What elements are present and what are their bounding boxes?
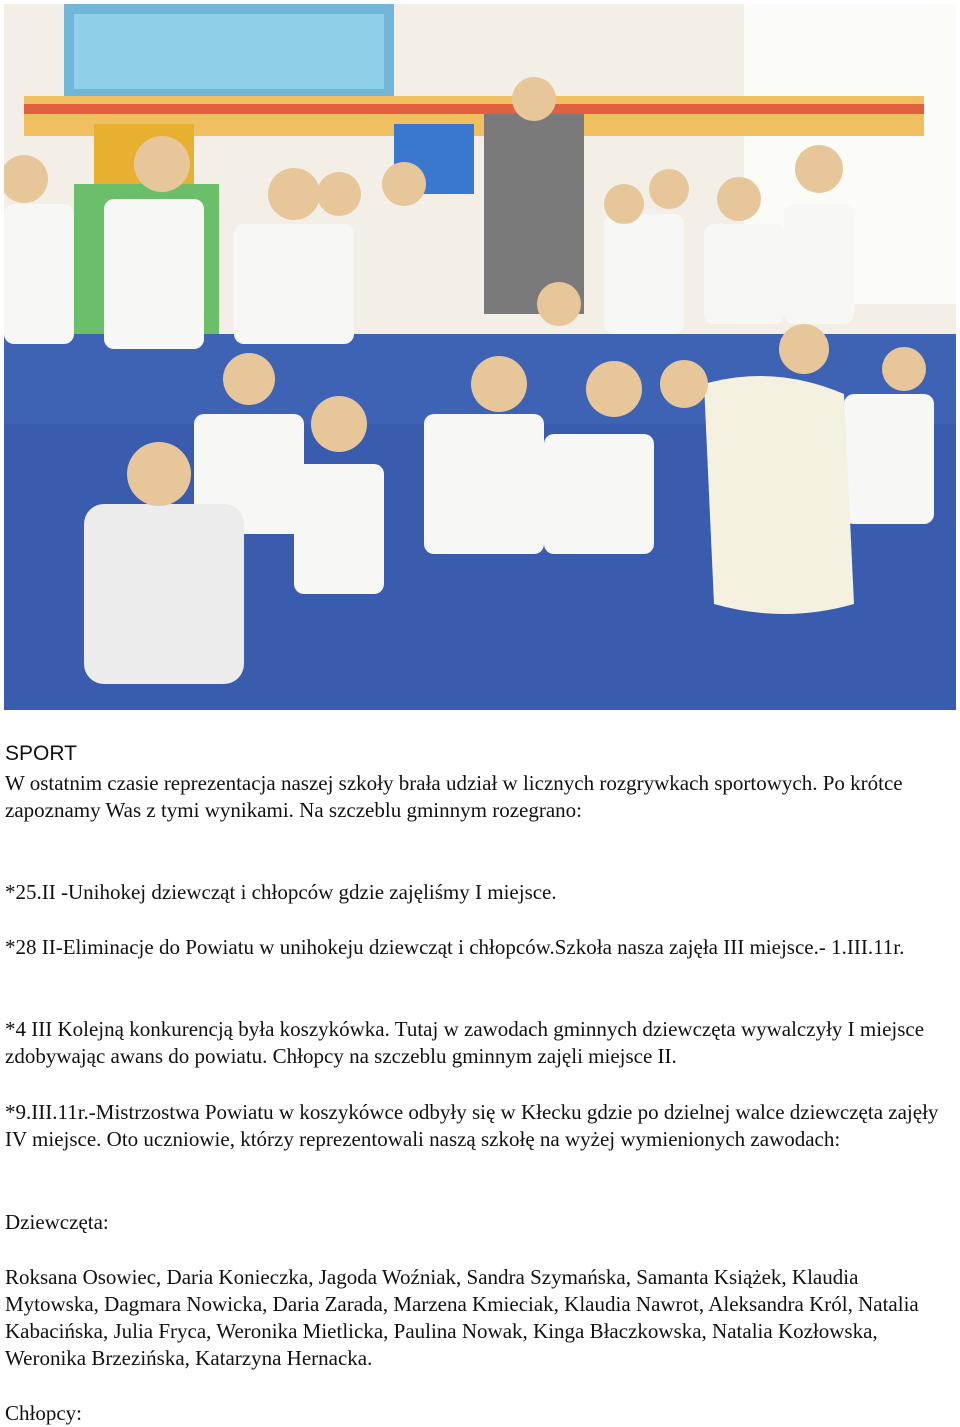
photo-icon bbox=[4, 4, 956, 710]
section-heading: SPORT bbox=[5, 742, 77, 765]
result-item-eliminacje: *28 II-Eliminacje do Powiatu w unihokeju dziewcząt i chłopców.Szkoła nasza zajęła III miejsce.- 1.III.11r. bbox=[5, 935, 905, 959]
result-item-mistrzostwa: *9.III.11r.-Mistrzostwa Powiatu w koszykówce odbyły się w Kłecku gdzie po dzielnej walce dziewczęta zajęły IV miejsce. Oto uczniowie, którzy reprezentowali naszą szkołę na wyżej wymienionych zawodach: bbox=[5, 1100, 939, 1151]
girls-names-list: Roksana Osowiec, Daria Konieczka, Jagoda Woźniak, Sandra Szymańska, Samanta Książek, Klaudia Mytowska, Dagmara Nowicka, Daria Zarada, Marzena Kmieciak, Klaudia Nawrot, Aleksandra Król, Natalia Kabacińska, Julia Fryca, Weronika Mietlicka, Paulina Nowak, Kinga Błaczkowska, Natalia Kozłowska, Weronika Brzezińska, Katarzyna Hernacka. bbox=[5, 1265, 919, 1370]
girls-label: Dziewczęta: bbox=[5, 1210, 109, 1234]
class-photo bbox=[4, 4, 956, 710]
result-item-unihokej: *25.II -Unihokej dziewcząt i chłopców gdzie zajęliśmy I miejsce. bbox=[5, 880, 557, 904]
boys-label: Chłopcy: bbox=[5, 1401, 82, 1425]
result-item-koszykowka: *4 III Kolejną konkurencją była koszykówka. Tutaj w zawodach gminnych dziewczęta wywalczyły I miejsce zdobywając awans do powiatu. Chłopcy na szczeblu gminnym zajęli miejsce II. bbox=[5, 1017, 925, 1068]
intro-paragraph: W ostatnim czasie reprezentacja naszej szkoły brała udział w licznych rozgrywkach sportowych. Po krótce zapoznamy Was z tymi wynikami. Na szczeblu gminnym rozegrano: bbox=[5, 771, 903, 822]
